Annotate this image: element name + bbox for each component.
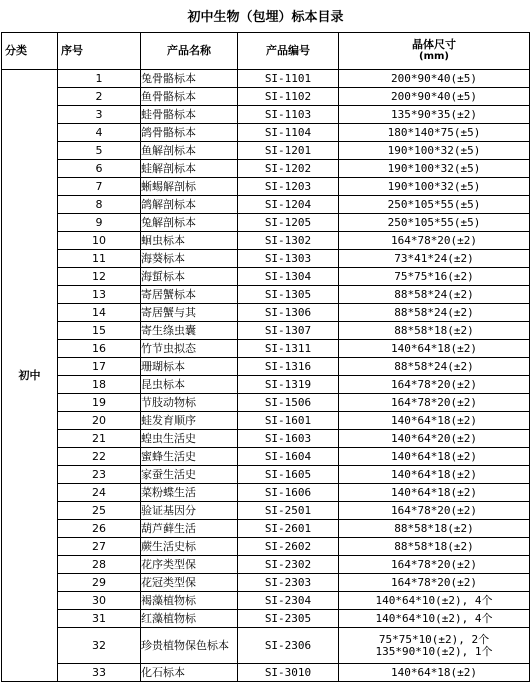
product-code-cell: SI-3010 [238,664,339,682]
seq-cell: 11 [58,250,141,268]
seq-cell: 8 [58,196,141,214]
size-cell: 164*78*20(±2) [339,502,530,520]
product-name-cell: 寄居蟹与其 [141,304,238,322]
product-code-cell: SI-2602 [238,538,339,556]
table-row [2,610,530,628]
seq-cell: 33 [58,664,141,682]
seq-cell: 5 [58,142,141,160]
product-code-cell: SI-1306 [238,304,339,322]
product-name-cell: 家蚕生活史 [141,466,238,484]
size-cell: 135*90*35(±2) [339,106,530,124]
product-name-cell: 海葵标本 [141,250,238,268]
table-row [2,268,530,286]
table-row [2,178,530,196]
header-name: 产品名称 [141,33,238,70]
product-code-cell: SI-1606 [238,484,339,502]
product-code-cell: SI-2306 [238,628,339,664]
product-code-cell: SI-1205 [238,214,339,232]
product-code-cell: SI-1202 [238,160,339,178]
table-row [2,448,530,466]
size-cell: 164*78*20(±2) [339,556,530,574]
seq-cell: 2 [58,88,141,106]
seq-cell: 10 [58,232,141,250]
size-line: 75*75*10(±2), 2个 [378,632,490,646]
seq-cell: 19 [58,394,141,412]
header-size-label: 晶体尺寸 [412,38,456,51]
seq-cell: 32 [58,628,141,664]
product-code-cell: SI-1316 [238,358,339,376]
product-name-cell: 海蜇标本 [141,268,238,286]
product-name-cell: 蛔虫标本 [141,232,238,250]
product-name-cell: 蛙解剖标本 [141,160,238,178]
product-name-cell: 花序类型保 [141,556,238,574]
table-row [2,430,530,448]
seq-cell: 30 [58,592,141,610]
product-code-cell: SI-1319 [238,376,339,394]
size-cell: 140*64*18(±2) [339,466,530,484]
table-row [2,214,530,232]
seq-cell: 9 [58,214,141,232]
product-code-cell: SI-1506 [238,394,339,412]
size-cell: 180*140*75(±5) [339,124,530,142]
product-code-cell: SI-1302 [238,232,339,250]
table-row [2,592,530,610]
product-name-cell: 验证基因分 [141,502,238,520]
header-code: 产品编号 [238,33,339,70]
table-row [2,664,530,682]
product-name-cell: 珊瑚标本 [141,358,238,376]
table-row [2,124,530,142]
seq-cell: 18 [58,376,141,394]
product-code-cell: SI-1303 [238,250,339,268]
size-cell: 140*64*10(±2), 4个 [339,592,530,610]
seq-cell: 21 [58,430,141,448]
seq-cell: 25 [58,502,141,520]
table-row [2,574,530,592]
size-cell: 140*64*18(±2) [339,340,530,358]
table-row [2,502,530,520]
seq-cell: 13 [58,286,141,304]
seq-cell: 1 [58,70,141,88]
header-size [339,33,530,70]
size-cell: 140*64*10(±2), 4个 [339,610,530,628]
seq-cell: 14 [58,304,141,322]
product-name-cell: 蜥蜴解剖标 [141,178,238,196]
product-name-cell: 昆虫标本 [141,376,238,394]
size-cell: 164*78*20(±2) [339,376,530,394]
table-row [2,250,530,268]
product-code-cell: SI-2303 [238,574,339,592]
table-row [2,70,530,88]
table-row [2,394,530,412]
table-row [2,106,530,124]
size-cell: 88*58*18(±2) [339,520,530,538]
table-row [2,196,530,214]
product-name-cell: 蝗虫生活史 [141,430,238,448]
product-code-cell: SI-1305 [238,286,339,304]
product-name-cell: 鱼骨骼标本 [141,88,238,106]
header-row [2,33,530,70]
seq-cell: 22 [58,448,141,466]
product-code-cell: SI-1603 [238,430,339,448]
header-size-unit: (mm) [419,51,449,62]
seq-cell: 29 [58,574,141,592]
size-cell: 88*58*18(±2) [339,538,530,556]
seq-cell: 27 [58,538,141,556]
seq-cell: 28 [58,556,141,574]
table-row [2,142,530,160]
table-row [2,160,530,178]
size-cell: 190*100*32(±5) [339,160,530,178]
table-row [2,88,530,106]
size-cell: 164*78*20(±2) [339,232,530,250]
table-row [2,358,530,376]
seq-cell: 3 [58,106,141,124]
product-name-cell: 鸽解剖标本 [141,196,238,214]
size-cell: 140*64*18(±2) [339,664,530,682]
size-cell: 88*58*24(±2) [339,358,530,376]
size-cell: 88*58*24(±2) [339,304,530,322]
product-code-cell: SI-1201 [238,142,339,160]
product-name-cell: 珍贵植物保色标本 [141,628,238,664]
size-cell: 140*64*20(±2) [339,430,530,448]
table-row [2,340,530,358]
product-name-cell: 蛙骨骼标本 [141,106,238,124]
seq-cell: 12 [58,268,141,286]
size-line: 135*90*10(±2), 1个 [375,644,493,658]
seq-cell: 26 [58,520,141,538]
product-code-cell: SI-2305 [238,610,339,628]
product-name-cell: 红藻植物标 [141,610,238,628]
product-code-cell: SI-1203 [238,178,339,196]
size-cell: 190*100*32(±5) [339,142,530,160]
product-code-cell: SI-1605 [238,466,339,484]
product-code-cell: SI-1307 [238,322,339,340]
size-cell: 140*64*18(±2) [339,484,530,502]
seq-cell: 24 [58,484,141,502]
product-code-cell: SI-1102 [238,88,339,106]
size-cell: 88*58*18(±2) [339,322,530,340]
product-code-cell: SI-2501 [238,502,339,520]
seq-cell: 20 [58,412,141,430]
product-name-cell: 褐藻植物标 [141,592,238,610]
size-cell: 200*90*40(±5) [339,70,530,88]
product-name-cell: 蕨生活史标 [141,538,238,556]
size-cell: 73*41*24(±2) [339,250,530,268]
table-row [2,304,530,322]
product-code-cell: SI-1101 [238,70,339,88]
product-name-cell: 竹节虫拟态 [141,340,238,358]
size-cell: 250*105*55(±5) [339,196,530,214]
seq-cell: 15 [58,322,141,340]
table-row [2,628,530,664]
product-name-cell: 兔骨骼标本 [141,70,238,88]
seq-cell: 4 [58,124,141,142]
seq-cell: 7 [58,178,141,196]
table-row [2,376,530,394]
seq-cell: 16 [58,340,141,358]
product-code-cell: SI-2302 [238,556,339,574]
table-row [2,538,530,556]
size-cell [339,628,530,664]
product-code-cell: SI-1311 [238,340,339,358]
product-code-cell: SI-1604 [238,448,339,466]
product-code-cell: SI-2601 [238,520,339,538]
product-name-cell: 蜜蜂生活史 [141,448,238,466]
size-cell: 140*64*18(±2) [339,448,530,466]
size-cell: 75*75*16(±2) [339,268,530,286]
table-row [2,232,530,250]
page-title: 初中生物（包埋）标本目录 [187,10,344,25]
table-row [2,322,530,340]
table-row [2,484,530,502]
product-code-cell: SI-1304 [238,268,339,286]
product-name-cell: 节肢动物标 [141,394,238,412]
size-cell: 164*78*20(±2) [339,574,530,592]
seq-cell: 23 [58,466,141,484]
product-code-cell: SI-1601 [238,412,339,430]
size-cell: 250*105*55(±5) [339,214,530,232]
table-row [2,466,530,484]
product-code-cell: SI-1204 [238,196,339,214]
seq-cell: 6 [58,160,141,178]
header-seq: 序号 [58,33,141,70]
table-row [2,286,530,304]
product-name-cell: 寄生绦虫囊 [141,322,238,340]
product-name-cell: 菜粉蝶生活 [141,484,238,502]
product-name-cell: 蛙发育顺序 [141,412,238,430]
header-category: 分类 [2,33,58,70]
size-cell: 190*100*32(±5) [339,178,530,196]
table-row [2,412,530,430]
product-name-cell: 化石标本 [141,664,238,682]
seq-cell: 31 [58,610,141,628]
category-cell: 初中 [2,70,58,682]
size-cell: 164*78*20(±2) [339,394,530,412]
seq-cell: 17 [58,358,141,376]
table-body [2,70,530,682]
product-name-cell: 葫芦藓生活 [141,520,238,538]
size-cell: 140*64*18(±2) [339,412,530,430]
product-code-cell: SI-1103 [238,106,339,124]
size-cell: 200*90*40(±5) [339,88,530,106]
product-code-cell: SI-2304 [238,592,339,610]
product-code-cell: SI-1104 [238,124,339,142]
product-name-cell: 鸽骨骼标本 [141,124,238,142]
product-name-cell: 兔解剖标本 [141,214,238,232]
table-row [2,520,530,538]
product-name-cell: 寄居蟹标本 [141,286,238,304]
product-name-cell: 鱼解剖标本 [141,142,238,160]
catalog-table [1,32,530,682]
table-row [2,556,530,574]
size-cell: 88*58*24(±2) [339,286,530,304]
product-name-cell: 花冠类型保 [141,574,238,592]
